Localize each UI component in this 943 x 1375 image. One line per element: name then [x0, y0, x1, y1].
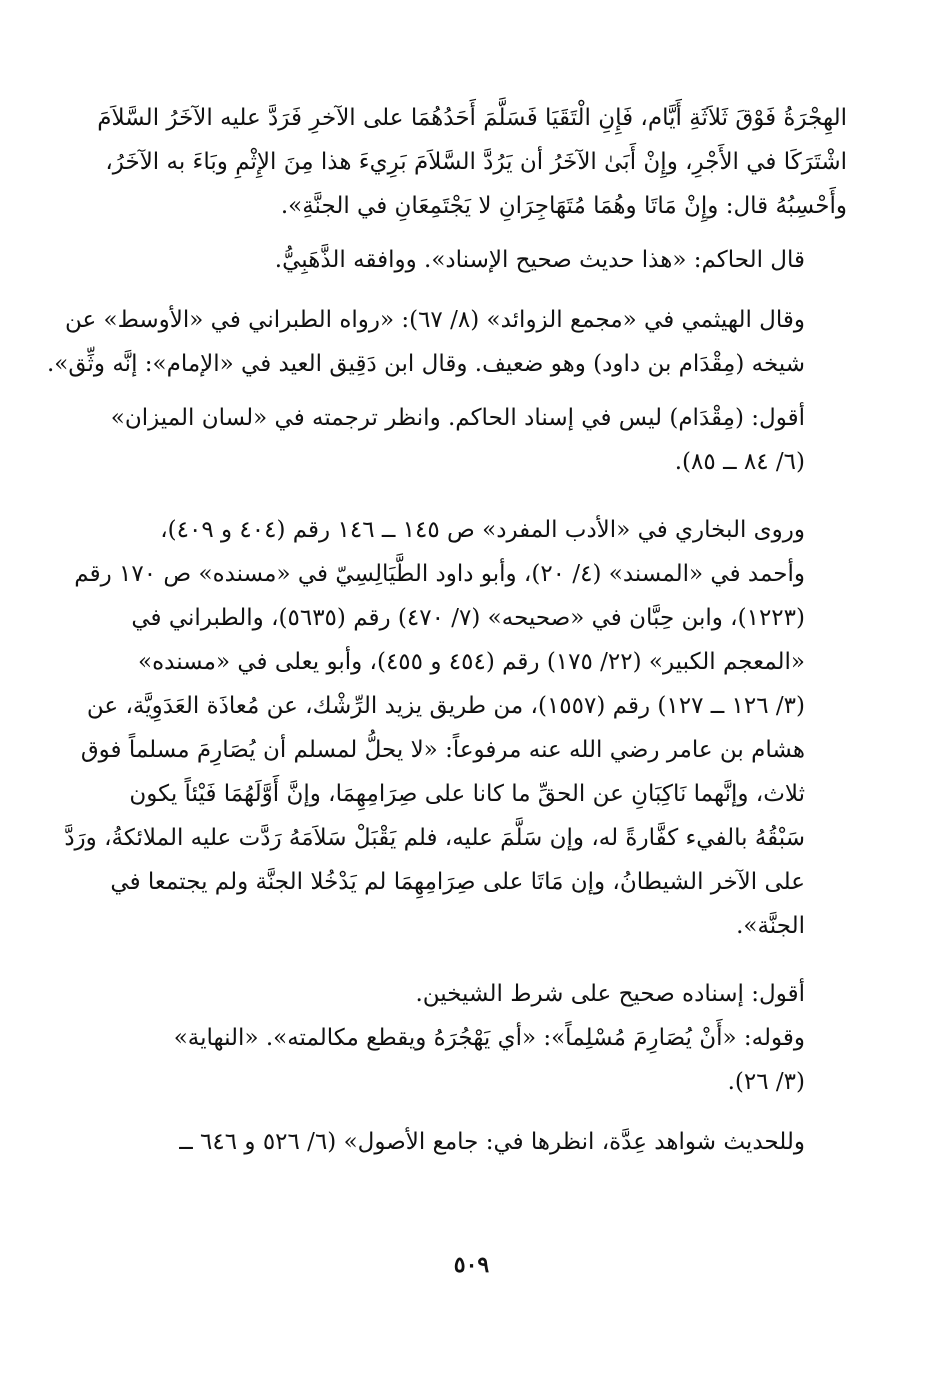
text-line: سَبْقُهُ بالفيء كفَّارةً له، وإن سَلَّمَ عليه، فلم يَقْبَلْ سَلاَمَهُ رَدَّت عليه الملائكةُ، ورَدَّ	[64, 825, 805, 851]
paragraph-haythami	[46, 298, 847, 386]
text-line: هشام بن عامر رضي الله عنه مرفوعاً: «لا يحلُّ لمسلم أن يُصَارِمَ مسلماً فوق	[80, 737, 805, 763]
text-line: وروى البخاري في «الأدب المفرد» ص ١٤٥ ــ ١٤٦ رقم (٤٠٤ و ٤٠٩)،	[160, 517, 805, 543]
text-line: وأَحْسِبُهُ قال: وإِنْ مَاتَا وهُمَا مُتَهَاجِرَانِ لا يَجْتَمِعَانِ في الجنَّةِ».	[280, 193, 847, 219]
text-line: وللحديث شواهد عِدَّة، انظرها في: جامع الأصول» (٦/ ٥٢٦ و ٦٤٦ ــ	[179, 1129, 805, 1155]
page-body	[46, 96, 847, 1164]
text-line: الجنَّة».	[736, 913, 805, 939]
text-line: شيخه (مِقْدَام بن داود) وهو ضعيف. وقال ابن دَقِيق العيد في «الإمام»: إنَّه وثِّق».	[46, 351, 805, 377]
text-line: (٦/ ٨٤ ــ ٨٥).	[674, 449, 805, 475]
paragraph-shawahid	[90, 1120, 847, 1164]
text-line: وقال الهيثمي في «مجمع الزوائد» (٨/ ٦٧): «رواه الطبراني في «الأوسط» عن	[64, 307, 805, 333]
text-line: اشْتَرَكَا في الأَجْرِ، وإِنْ أَبَىٰ الآخَرُ أن يَرُدَّ السَّلاَمَ بَرِيءَ هذا مِنَ الإِثْمِ وبَاءَ به الآخَرُ،	[105, 149, 847, 175]
text-line: (٣/ ٢٦).	[727, 1069, 805, 1095]
text-line: (٣/ ١٢٦ ــ ١٢٧) رقم (١٥٥٧)، من طريق يزيد الرِّشْك، عن مُعاذَة العَدَوِيَّة، عن	[86, 693, 805, 719]
text-line: وقوله: «أَنْ يُصَارِمَ مُسْلِماً»: «أي يَهْجُرَهُ ويقطع مكالمته». «النهاية»	[173, 1025, 805, 1051]
text-line: الهِجْرَةُ فَوْقَ ثَلاَثَةِ أَيَّام، فَإِنِ الْتَقَيَا فَسَلَّمَ أَحَدُهُمَا على الآخرِ فَرَدَّ عليه الآخَرُ السَّلاَمَ	[97, 105, 847, 131]
page-number: ٥٠٩	[453, 1252, 490, 1278]
text-line: ثلاث، وإنَّهما نَاكِبَانِ عن الحقِّ ما كانا على صِرَامِهِمَا، وإنَّ أَوَّلَهُمَا فَيْئاً يكون	[129, 781, 805, 807]
text-line: أقول: (مِقْدَام) ليس في إسناد الحاكم. وانظر ترجمته في «لسان الميزان»	[110, 405, 805, 431]
text-line: «المعجم الكبير» (٢٢/ ١٧٥) رقم (٤٥٤ و ٤٥٥)، وأبو يعلى في «مسنده»	[138, 649, 805, 675]
paragraph-qawluhu	[90, 1016, 847, 1104]
text-line: قال الحاكم: «هذا حديث صحيح الإسناد». ووافقه الذَّهَبِيُّ.	[274, 247, 805, 273]
paragraph-miqdam	[90, 396, 847, 484]
paragraph-isnad-sahih	[90, 972, 847, 1016]
paragraph-bukhari	[64, 508, 847, 948]
text-line: على الآخر الشيطانُ، وإن مَاتَا على صِرَامِهِمَا لم يَدْخُلا الجنَّة ولم يجتمعا في	[110, 869, 805, 895]
paragraph-hakim	[90, 238, 847, 282]
text-line: أقول: إسناده صحيح على شرط الشيخين.	[415, 981, 805, 1007]
text-line: (١٢٢٣)، وابن حِبَّان في «صحيحه» (٧/ ٤٧٠) رقم (٥٦٣٥)، والطبراني في	[131, 605, 805, 631]
text-line: وأحمد في «المسند» (٤/ ٢٠)، وأبو داود الطَّيَالِسِيّ في «مسنده» ص ١٧٠ رقم	[74, 561, 805, 587]
paragraph-hadith-end	[90, 96, 847, 228]
